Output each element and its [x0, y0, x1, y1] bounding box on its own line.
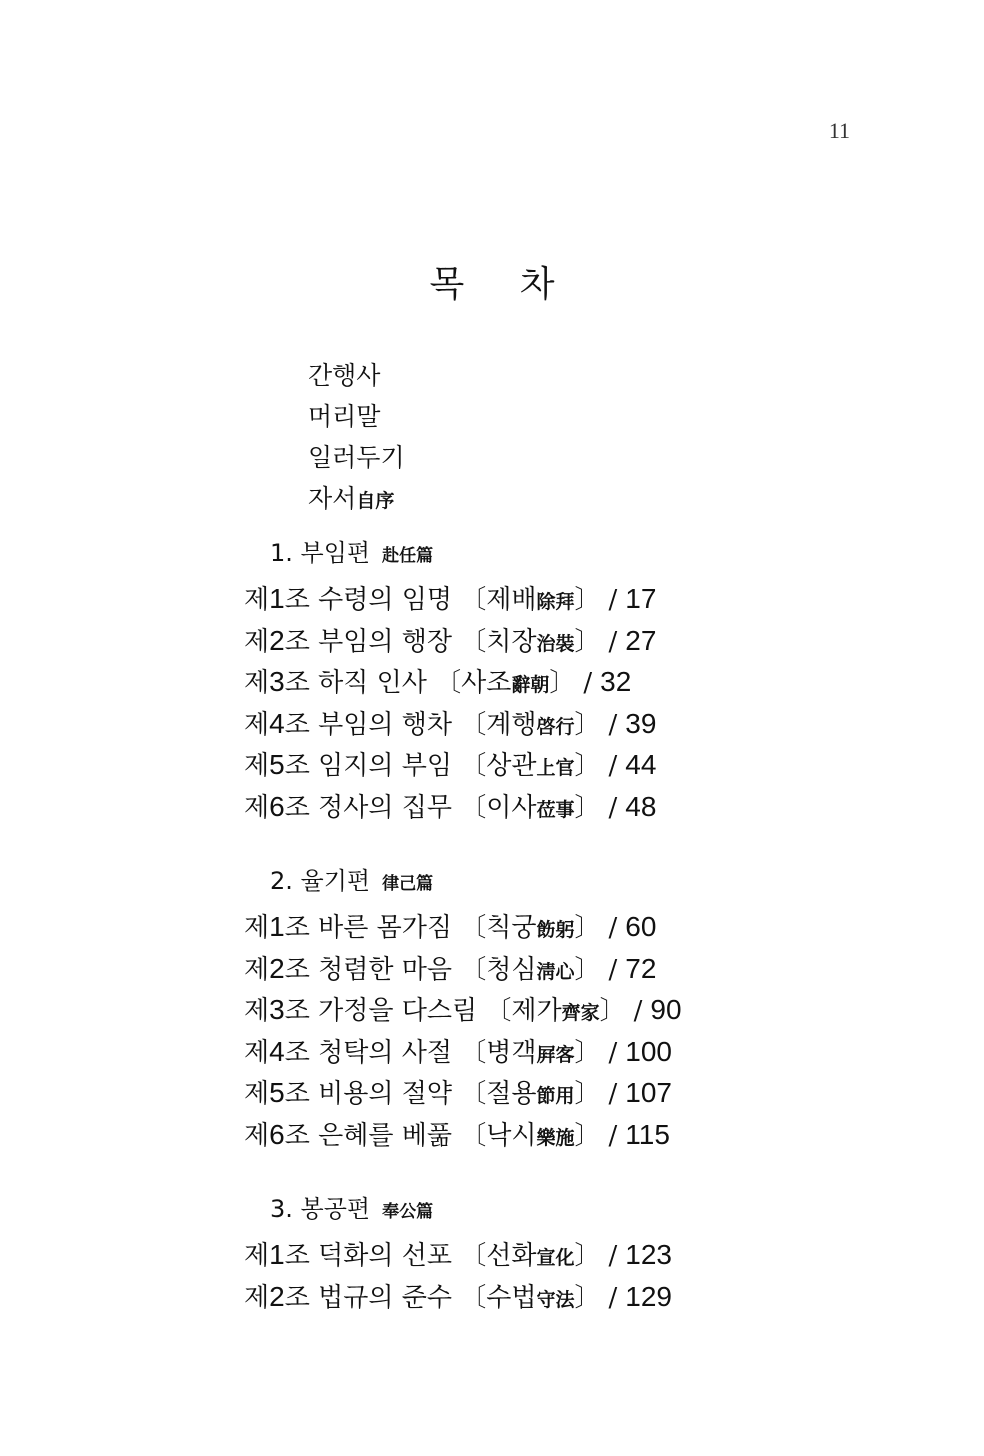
chapter-number: 4 [269, 1035, 285, 1067]
chapter-number: 2 [269, 1280, 285, 1312]
toc-entry [244, 1072, 682, 1114]
chapter-suffix: 조 [284, 913, 310, 943]
left-bracket: 〔 [460, 913, 487, 943]
chapter-number: 1 [269, 583, 285, 614]
chapter-number: 6 [269, 1118, 285, 1150]
chapter-number: 1 [269, 911, 285, 942]
left-bracket: 〔 [460, 709, 487, 740]
left-bracket: 〔 [485, 996, 512, 1026]
left-bracket: 〔 [460, 792, 487, 823]
chapter-number: 2 [269, 952, 285, 984]
chapter-page: 123 [625, 1239, 672, 1270]
right-bracket: 〕 [574, 1037, 601, 1068]
separator-slash: / [633, 996, 643, 1026]
chapter-korean-term: 선화 [486, 1241, 537, 1271]
chapter-hanja: 除拜 [536, 591, 575, 613]
front-matter-label: 자서 [308, 484, 357, 513]
chapter-korean-term: 이사 [486, 792, 537, 823]
chapter-hanja: 治裝 [536, 632, 575, 655]
section-hanja: 律己篇 [382, 874, 434, 894]
chapter-page: 100 [625, 1035, 672, 1067]
chapter-korean-term: 병객 [486, 1037, 537, 1068]
chapter-korean-term: 치장 [486, 626, 537, 657]
chapter-hanja: 屛客 [536, 1043, 575, 1066]
right-bracket: 〕 [574, 954, 601, 985]
chapter-title: 수령의 임명 [318, 585, 452, 615]
chapter-suffix: 조 [284, 1037, 310, 1068]
separator-slash: / [608, 1241, 618, 1271]
chapter-suffix: 조 [284, 1079, 310, 1109]
chapter-page: 44 [625, 749, 657, 780]
chapter-prefix: 제 [244, 996, 270, 1026]
chapter-prefix: 제 [244, 792, 270, 823]
section-heading [270, 861, 433, 896]
chapter-prefix: 제 [244, 1282, 270, 1313]
front-matter-item [308, 396, 405, 437]
toc-entry [244, 906, 682, 948]
separator-slash: / [608, 792, 618, 823]
chapter-number: 2 [269, 624, 285, 656]
chapter-title: 바른 몸가짐 [318, 913, 452, 943]
chapter-prefix: 제 [244, 626, 270, 657]
section-title: 1. 부임편 [270, 539, 371, 567]
chapter-suffix: 조 [284, 668, 310, 698]
chapter-list [244, 1234, 672, 1317]
separator-slash: / [608, 1282, 618, 1313]
right-bracket: 〕 [574, 751, 601, 781]
right-bracket: 〕 [574, 913, 601, 943]
chapter-page: 129 [625, 1280, 672, 1312]
toc-entry [244, 661, 656, 703]
chapter-title: 은혜를 베풂 [318, 1120, 452, 1151]
chapter-prefix: 제 [244, 1037, 270, 1068]
chapter-page: 48 [625, 790, 657, 822]
chapter-prefix: 제 [244, 585, 270, 615]
left-bracket: 〔 [460, 1282, 487, 1313]
separator-slash: / [608, 954, 618, 985]
chapter-suffix: 조 [284, 792, 310, 823]
chapter-hanja: 辭朝 [511, 674, 550, 696]
right-bracket: 〕 [574, 1120, 601, 1151]
separator-slash: / [608, 1120, 618, 1151]
right-bracket: 〕 [574, 709, 601, 740]
separator-slash: / [608, 1079, 618, 1109]
chapter-hanja: 齊家 [561, 1002, 600, 1024]
front-matter-label: 일러두기 [308, 443, 405, 472]
separator-slash: / [608, 751, 618, 781]
chapter-hanja: 莅事 [536, 798, 575, 821]
chapter-title: 부임의 행차 [318, 709, 452, 740]
right-bracket: 〕 [574, 1241, 601, 1271]
chapter-title: 하직 인사 [318, 668, 427, 698]
chapter-prefix: 제 [244, 1079, 270, 1109]
chapter-prefix: 제 [244, 668, 270, 698]
section-title: 3. 봉공편 [270, 1195, 371, 1223]
toc-entry [244, 1031, 682, 1073]
chapter-hanja: 宣化 [536, 1247, 575, 1269]
separator-slash: / [608, 913, 618, 943]
chapter-prefix: 제 [244, 913, 270, 943]
chapter-korean-term: 낙시 [486, 1120, 537, 1151]
right-bracket: 〕 [574, 585, 601, 615]
chapter-hanja: 啓行 [536, 715, 575, 738]
chapter-number: 3 [269, 994, 285, 1025]
chapter-page: 72 [625, 952, 657, 984]
chapter-korean-term: 제배 [486, 585, 537, 615]
chapter-list [244, 906, 682, 1155]
separator-slash: / [608, 709, 618, 740]
chapter-korean-term: 수법 [486, 1282, 537, 1313]
right-bracket: 〕 [599, 996, 626, 1026]
toc-entry [244, 1234, 672, 1276]
chapter-title: 덕화의 선포 [318, 1241, 452, 1271]
chapter-hanja: 飭躬 [536, 919, 575, 941]
separator-slash: / [608, 1037, 618, 1068]
front-matter-label: 간행사 [308, 361, 381, 390]
chapter-title: 정사의 집무 [318, 792, 452, 823]
chapter-suffix: 조 [284, 1241, 310, 1271]
chapter-hanja: 樂施 [536, 1126, 575, 1149]
left-bracket: 〔 [460, 1241, 487, 1271]
chapter-number: 1 [269, 1239, 285, 1270]
chapter-title: 법규의 준수 [318, 1282, 452, 1313]
chapter-prefix: 제 [244, 1241, 270, 1271]
chapter-prefix: 제 [244, 1120, 270, 1151]
chapter-page: 32 [600, 666, 632, 697]
chapter-number: 4 [269, 707, 285, 739]
left-bracket: 〔 [460, 751, 487, 781]
chapter-suffix: 조 [284, 626, 310, 657]
chapter-title: 가정을 다스림 [318, 996, 478, 1026]
chapter-prefix: 제 [244, 954, 270, 985]
chapter-page: 17 [625, 583, 657, 614]
left-bracket: 〔 [460, 626, 487, 657]
front-matter-item [308, 355, 405, 396]
front-matter-list [308, 355, 405, 519]
section-heading [270, 533, 433, 568]
chapter-title: 비용의 절약 [318, 1079, 452, 1109]
chapter-korean-term: 상관 [486, 751, 537, 781]
chapter-hanja: 節用 [536, 1085, 575, 1107]
chapter-page: 27 [625, 624, 657, 656]
section-hanja: 奉公篇 [382, 1202, 434, 1222]
front-matter-hanja: 自序 [356, 490, 395, 512]
chapter-korean-term: 청심 [486, 954, 537, 985]
separator-slash: / [608, 626, 618, 657]
right-bracket: 〕 [574, 1079, 601, 1109]
chapter-korean-term: 절용 [486, 1079, 537, 1109]
separator-slash: / [608, 585, 618, 615]
right-bracket: 〕 [574, 626, 601, 657]
chapter-korean-term: 제가 [511, 996, 562, 1026]
front-matter-item [308, 437, 405, 478]
right-bracket: 〕 [574, 792, 601, 823]
chapter-page: 60 [625, 911, 657, 942]
chapter-prefix: 제 [244, 751, 270, 781]
page-number: 11 [828, 118, 850, 143]
chapter-number: 5 [269, 1077, 285, 1108]
chapter-prefix: 제 [244, 709, 270, 740]
front-matter-label: 머리말 [308, 402, 381, 431]
toc-entry [244, 620, 656, 662]
toc-entry [244, 786, 656, 828]
chapter-korean-term: 계행 [486, 709, 537, 740]
left-bracket: 〔 [435, 668, 462, 698]
toc-entry [244, 948, 682, 990]
chapter-page: 39 [625, 707, 657, 739]
section-heading [270, 1189, 433, 1224]
left-bracket: 〔 [460, 1120, 487, 1151]
chapter-title: 부임의 행장 [318, 626, 452, 657]
chapter-suffix: 조 [284, 996, 310, 1026]
chapter-number: 5 [269, 749, 285, 780]
left-bracket: 〔 [460, 1037, 487, 1068]
toc-entry [244, 578, 656, 620]
chapter-suffix: 조 [284, 1282, 310, 1313]
right-bracket: 〕 [574, 1282, 601, 1313]
chapter-page: 90 [650, 994, 682, 1025]
chapter-hanja: 淸心 [536, 960, 575, 983]
chapter-suffix: 조 [284, 751, 310, 781]
chapter-suffix: 조 [284, 954, 310, 985]
chapter-number: 6 [269, 790, 285, 822]
left-bracket: 〔 [460, 585, 487, 615]
chapter-number: 3 [269, 666, 285, 697]
section-title: 2. 율기편 [270, 867, 371, 895]
chapter-hanja: 守法 [536, 1288, 575, 1311]
chapter-korean-term: 사조 [461, 668, 512, 698]
chapter-title: 청탁의 사절 [318, 1037, 452, 1068]
toc-entry [244, 1276, 672, 1318]
toc-title: 목 차 [429, 264, 577, 305]
chapter-title: 임지의 부임 [318, 751, 452, 781]
chapter-suffix: 조 [284, 585, 310, 615]
separator-slash: / [583, 668, 593, 698]
front-matter-item [308, 478, 405, 519]
toc-entry [244, 744, 656, 786]
chapter-title: 청렴한 마음 [318, 954, 452, 985]
chapter-korean-term: 칙궁 [486, 913, 537, 943]
chapter-page: 107 [625, 1077, 672, 1108]
chapter-suffix: 조 [284, 709, 310, 740]
chapter-hanja: 上官 [536, 757, 575, 779]
right-bracket: 〕 [549, 668, 576, 698]
chapter-page: 115 [625, 1118, 670, 1150]
toc-entry [244, 703, 656, 745]
toc-entry [244, 989, 682, 1031]
section-hanja: 赴任篇 [382, 546, 434, 566]
toc-entry [244, 1114, 682, 1156]
left-bracket: 〔 [460, 954, 487, 985]
left-bracket: 〔 [460, 1079, 487, 1109]
chapter-list [244, 578, 656, 827]
chapter-suffix: 조 [284, 1120, 310, 1151]
